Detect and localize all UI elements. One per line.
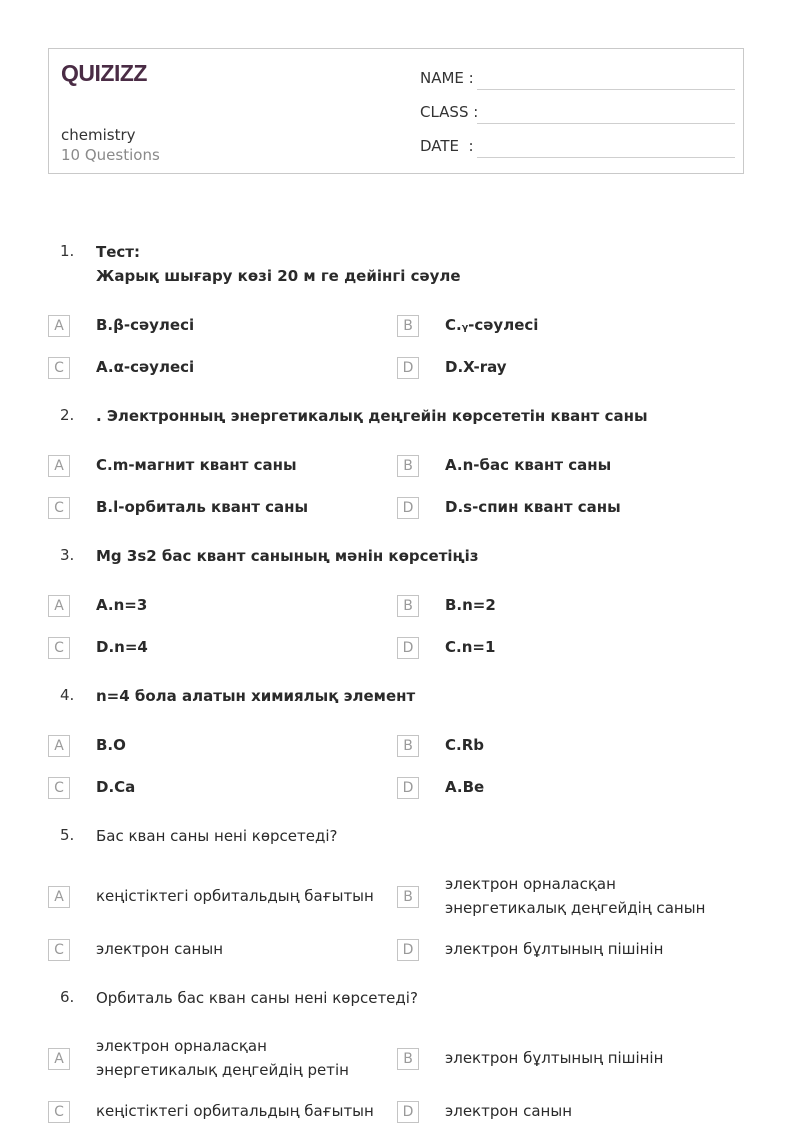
option-letter-box[interactable]: B: [397, 455, 419, 477]
question-number: 2.: [60, 406, 75, 424]
option-text: электрон орналасқан энергетикалық деңгейдің ретін: [96, 1037, 349, 1079]
option-text: C.n=1: [445, 638, 496, 656]
option-letter-box[interactable]: C: [48, 357, 70, 379]
option-letter-box[interactable]: D: [397, 1101, 419, 1123]
question-text: n=4 бола алатын химиялық элемент: [96, 687, 416, 705]
option-letter-box[interactable]: B: [397, 315, 419, 337]
option-text: A.n-бас квант саны: [445, 456, 612, 474]
question-number: 6.: [60, 988, 75, 1006]
option-letter-box[interactable]: B: [397, 595, 419, 617]
option-letter-box[interactable]: C: [48, 497, 70, 519]
option-letter-box[interactable]: B: [397, 735, 419, 757]
option-text: C.ᵧ-сәулесі: [445, 316, 539, 334]
option-text: кеңістіктегі орбитальдың бағытын: [96, 887, 374, 905]
option-text: A.α-сәулесі: [96, 358, 195, 376]
question-text: . Электронның энергетикалық деңгейін көрсететін квант саны: [96, 407, 648, 425]
option-text: D.n=4: [96, 638, 148, 656]
date-line[interactable]: [477, 157, 735, 158]
option-text: электрон бұлтының пішінін: [445, 940, 664, 958]
question-number: 4.: [60, 686, 75, 704]
option-text: D.X-ray: [445, 358, 507, 376]
option-letter-box[interactable]: A: [48, 315, 70, 337]
option-text: электрон санын: [445, 1102, 573, 1120]
option-letter-box[interactable]: D: [397, 939, 419, 961]
name-line[interactable]: [477, 89, 735, 90]
option-letter-box[interactable]: D: [397, 497, 419, 519]
logo-text: QUIZIZZ: [61, 60, 147, 86]
option-text: A.Be: [445, 778, 485, 796]
option-letter-box[interactable]: A: [48, 595, 70, 617]
option-letter-box[interactable]: C: [48, 777, 70, 799]
quizizz-logo: [61, 59, 157, 87]
question-number: 5.: [60, 826, 75, 844]
date-label: DATE :: [420, 137, 474, 155]
name-field[interactable]: [420, 69, 735, 89]
option-letter-box[interactable]: B: [397, 1048, 419, 1070]
question-text: Орбиталь бас кван саны нені көрсетеді?: [96, 989, 418, 1007]
question-text: Mg 3s2 бас квант санының мәнін көрсетіңіз: [96, 547, 479, 565]
option-text: B.β-сәулесі: [96, 316, 195, 334]
date-field[interactable]: [420, 137, 735, 157]
worksheet-header: [48, 48, 744, 174]
option-letter-box[interactable]: A: [48, 886, 70, 908]
name-label: NAME :: [420, 69, 474, 87]
question-text: Бас кван саны нені көрсетеді?: [96, 827, 338, 845]
option-text: B.O: [96, 736, 126, 754]
option-letter-box[interactable]: C: [48, 939, 70, 961]
option-text: электрон бұлтының пішінін: [445, 1049, 664, 1067]
option-text: электрон орналасқан энергетикалық деңгейдің санын: [445, 875, 706, 917]
option-letter-box[interactable]: C: [48, 637, 70, 659]
class-label: CLASS :: [420, 103, 479, 121]
option-text: C.m-магнит квант саны: [96, 456, 297, 474]
option-letter-box[interactable]: A: [48, 455, 70, 477]
option-text: B.l-орбиталь квант саны: [96, 498, 309, 516]
option-text: D.s-спин квант саны: [445, 498, 621, 516]
question-text: Тест: Жарық шығару көзі 20 м ге дейінгі сәуле: [96, 243, 461, 285]
question-count: 10 Questions: [61, 146, 160, 164]
option-letter-box[interactable]: A: [48, 1048, 70, 1070]
option-letter-box[interactable]: D: [397, 777, 419, 799]
question-number: 3.: [60, 546, 75, 564]
subject-name: chemistry: [61, 126, 136, 144]
option-text: D.Ca: [96, 778, 136, 796]
option-text: A.n=3: [96, 596, 148, 614]
option-text: кеңістіктегі орбитальдың бағытын: [96, 1102, 374, 1120]
option-letter-box[interactable]: C: [48, 1101, 70, 1123]
option-letter-box[interactable]: A: [48, 735, 70, 757]
option-letter-box[interactable]: D: [397, 357, 419, 379]
option-letter-box[interactable]: D: [397, 637, 419, 659]
class-field[interactable]: [420, 103, 735, 123]
option-text: электрон санын: [96, 940, 224, 958]
option-letter-box[interactable]: B: [397, 886, 419, 908]
question-number: 1.: [60, 242, 75, 260]
class-line[interactable]: [477, 123, 735, 124]
option-text: C.Rb: [445, 736, 484, 754]
option-text: B.n=2: [445, 596, 496, 614]
